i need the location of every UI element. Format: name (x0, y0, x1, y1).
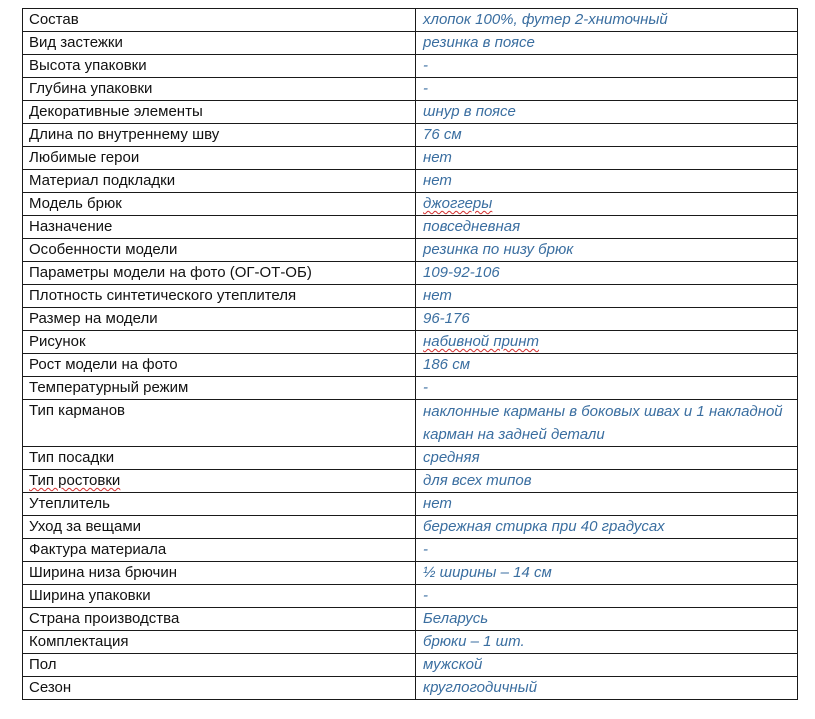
param-value (416, 193, 798, 216)
param-name: Фактура материала (23, 539, 416, 562)
param-name: Модель брюк (23, 193, 416, 216)
param-value: 109-92-106 (416, 262, 798, 285)
param-value: средняя (416, 447, 798, 470)
param-value: 76 см (416, 124, 798, 147)
param-name: Материал подкладки (23, 170, 416, 193)
param-name: Страна производства (23, 608, 416, 631)
param-value: брюки – 1 шт. (416, 631, 798, 654)
param-name: Ширина низа брючин (23, 562, 416, 585)
param-name: Ширина упаковки (23, 585, 416, 608)
param-name: Особенности модели (23, 239, 416, 262)
table-row (23, 493, 798, 516)
param-value: - (416, 377, 798, 400)
param-name: Длина по внутреннему шву (23, 124, 416, 147)
param-name: Размер на модели (23, 308, 416, 331)
param-value: круглогодичный (416, 677, 798, 700)
param-name: Комплектация (23, 631, 416, 654)
param-name: Декоративные элементы (23, 101, 416, 124)
table-row (23, 516, 798, 539)
param-name: Температурный режим (23, 377, 416, 400)
spec-table-body (23, 9, 798, 700)
param-value: бережная стирка при 40 градусах (416, 516, 798, 539)
param-value: 96-176 (416, 308, 798, 331)
param-name: Состав (23, 9, 416, 32)
param-value: резинка по низу брюк (416, 239, 798, 262)
param-value: наклонные карманы в боковых швах и 1 накладной карман на задней детали (416, 400, 798, 447)
param-value: - (416, 78, 798, 101)
table-row (23, 262, 798, 285)
param-value: резинка в поясе (416, 32, 798, 55)
table-row (23, 470, 798, 493)
table-row (23, 147, 798, 170)
table-row (23, 216, 798, 239)
param-name: Утеплитель (23, 493, 416, 516)
table-row (23, 331, 798, 354)
table-row (23, 285, 798, 308)
param-name: Вид застежки (23, 32, 416, 55)
param-name: Плотность синтетического утеплителя (23, 285, 416, 308)
table-row (23, 55, 798, 78)
param-value: хлопок 100%, футер 2-хниточный (416, 9, 798, 32)
table-row (23, 9, 798, 32)
param-name: Глубина упаковки (23, 78, 416, 101)
table-row (23, 539, 798, 562)
param-value: - (416, 539, 798, 562)
table-row (23, 124, 798, 147)
param-name: Уход за вещами (23, 516, 416, 539)
table-row (23, 608, 798, 631)
param-value (416, 331, 798, 354)
param-name: Пол (23, 654, 416, 677)
table-row (23, 447, 798, 470)
param-name: Параметры модели на фото (ОГ-ОТ-ОБ) (23, 262, 416, 285)
table-row (23, 654, 798, 677)
table-row (23, 239, 798, 262)
param-value: нет (416, 285, 798, 308)
param-value: нет (416, 147, 798, 170)
spellcheck-marked-text: набивной принт (423, 333, 540, 350)
table-row (23, 101, 798, 124)
table-row (23, 193, 798, 216)
param-value: нет (416, 170, 798, 193)
param-value: 186 см (416, 354, 798, 377)
param-value: - (416, 585, 798, 608)
param-value: ½ ширины – 14 см (416, 562, 798, 585)
table-row (23, 78, 798, 101)
param-name: Рисунок (23, 331, 416, 354)
table-row (23, 308, 798, 331)
param-value: для всех типов (416, 470, 798, 493)
table-row (23, 585, 798, 608)
param-value: - (416, 55, 798, 78)
spellcheck-marked-text: джоггеры (423, 195, 493, 212)
table-row (23, 354, 798, 377)
param-value: Беларусь (416, 608, 798, 631)
product-spec-table (22, 8, 798, 700)
param-name: Сезон (23, 677, 416, 700)
table-row (23, 170, 798, 193)
param-name: Рост модели на фото (23, 354, 416, 377)
table-row (23, 32, 798, 55)
table-row (23, 677, 798, 700)
param-value: нет (416, 493, 798, 516)
spellcheck-marked-text: Тип ростовки (29, 472, 121, 489)
param-name: Назначение (23, 216, 416, 239)
table-row (23, 377, 798, 400)
param-name: Любимые герои (23, 147, 416, 170)
param-value: мужской (416, 654, 798, 677)
table-row (23, 631, 798, 654)
param-name: Тип карманов (23, 400, 416, 447)
param-value: шнур в поясе (416, 101, 798, 124)
param-value: повседневная (416, 216, 798, 239)
param-name: Тип посадки (23, 447, 416, 470)
table-row (23, 562, 798, 585)
param-name (23, 470, 416, 493)
table-row (23, 400, 798, 447)
param-name: Высота упаковки (23, 55, 416, 78)
